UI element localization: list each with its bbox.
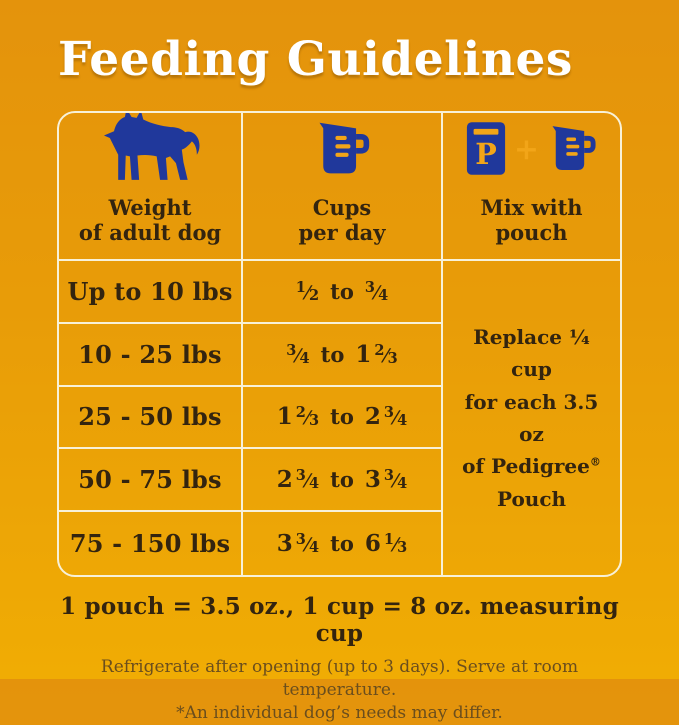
fraction-slash: ⁄ xyxy=(305,407,310,430)
pouch-icon xyxy=(465,118,507,178)
dog-icon xyxy=(95,111,205,184)
cups-from-whole: 2 xyxy=(276,466,293,494)
replace-line2: for each 3.5 oz xyxy=(464,389,599,446)
needs-differ-note: *An individual dog’s needs may differ. xyxy=(176,702,503,723)
fraction-slash: ⁄ xyxy=(384,344,388,367)
fraction: $^3$⁄4 xyxy=(295,531,320,557)
measuring-cup-icon xyxy=(312,113,372,184)
fraction: $^3$⁄4 xyxy=(383,404,408,430)
equivalence-note: 1 pouch = 3.5 oz., 1 cup = 8 oz. measuring cup xyxy=(60,593,619,647)
weight-cell-row4: 50 - 75 lbs xyxy=(59,449,243,512)
registered-mark: ® xyxy=(589,455,601,469)
cups-from-whole: 3 xyxy=(276,530,293,558)
footer xyxy=(57,593,622,725)
cups-to-whole: 2 xyxy=(364,403,381,431)
fraction-slash: ⁄ xyxy=(296,344,300,367)
fraction: $^3$⁄4 xyxy=(286,341,310,367)
replace-line1: Replace ¼ cup xyxy=(473,324,590,382)
cups-cell-row2 xyxy=(243,324,443,387)
to-word: to xyxy=(320,341,345,367)
fraction: $^3$⁄4 xyxy=(383,467,408,493)
replace-instruction-cell xyxy=(443,261,620,575)
pouch-letter: P xyxy=(475,137,497,172)
measuring-cup-small-icon xyxy=(546,122,598,174)
header-weight-line1: Weight xyxy=(108,194,192,220)
pouch-plus-cup-icon xyxy=(465,113,598,184)
header-mix-line1: Mix with xyxy=(480,194,583,220)
header-weight-line2: of adult dog xyxy=(78,220,222,246)
fraction-slash: ⁄ xyxy=(393,407,398,430)
cups-cell-row5 xyxy=(243,512,443,575)
weight-cell-row2: 10 - 25 lbs xyxy=(59,324,243,387)
feeding-guidelines-table xyxy=(57,111,622,577)
fraction: $^2$⁄3 xyxy=(295,404,320,430)
fraction-slash: ⁄ xyxy=(305,470,310,493)
cups-cell-row1 xyxy=(243,261,443,324)
weight-cell-row3: 25 - 50 lbs xyxy=(59,387,243,450)
header-cell-mix xyxy=(443,113,620,261)
weight-cell-row5: 75 - 150 lbs xyxy=(59,512,243,575)
fraction: $^3$⁄4 xyxy=(364,278,389,304)
cups-to-whole: 1 xyxy=(355,340,372,368)
storage-notes xyxy=(57,656,622,725)
fraction: $^3$⁄4 xyxy=(295,467,320,493)
header-cups-line2: per day xyxy=(298,220,386,246)
replace-line4: Pouch xyxy=(496,486,567,511)
cups-cell-row3 xyxy=(243,387,443,450)
fraction: $^1$⁄3 xyxy=(383,531,408,557)
fraction-slash: ⁄ xyxy=(305,534,310,557)
cups-to-whole: 3 xyxy=(364,466,381,494)
to-word: to xyxy=(330,467,354,493)
to-word: to xyxy=(330,278,354,304)
cups-to-whole: 6 xyxy=(364,530,381,558)
to-word: to xyxy=(330,404,354,430)
weight-cell-row1: Up to 10 lbs xyxy=(59,261,243,324)
cups-from-whole: 1 xyxy=(276,403,293,431)
header-label-mix xyxy=(480,195,582,246)
fraction-slash: ⁄ xyxy=(305,281,310,304)
refrigerate-note: Refrigerate after opening (up to 3 days). Serve at room temperature. xyxy=(100,657,579,700)
fraction: $^1$⁄2 xyxy=(295,278,320,304)
fraction-slash: ⁄ xyxy=(393,470,398,493)
header-label-cups xyxy=(299,195,386,246)
header-cups-line1: Cups xyxy=(312,194,372,220)
replace-line3 xyxy=(462,450,601,482)
header-label-weight xyxy=(79,195,221,246)
to-word: to xyxy=(330,531,354,557)
fraction-slash: ⁄ xyxy=(374,281,379,304)
page-title: Feeding Guidelines xyxy=(58,32,573,87)
header-mix-line2: pouch xyxy=(495,220,568,246)
plus-icon: + xyxy=(513,132,540,168)
fraction-slash: ⁄ xyxy=(393,534,398,557)
brand-name: of Pedigree xyxy=(462,454,590,479)
header-cell-weight xyxy=(59,113,243,261)
cups-cell-row4 xyxy=(243,449,443,512)
fraction: $^2$⁄3 xyxy=(374,341,398,367)
header-cell-cups xyxy=(243,113,443,261)
